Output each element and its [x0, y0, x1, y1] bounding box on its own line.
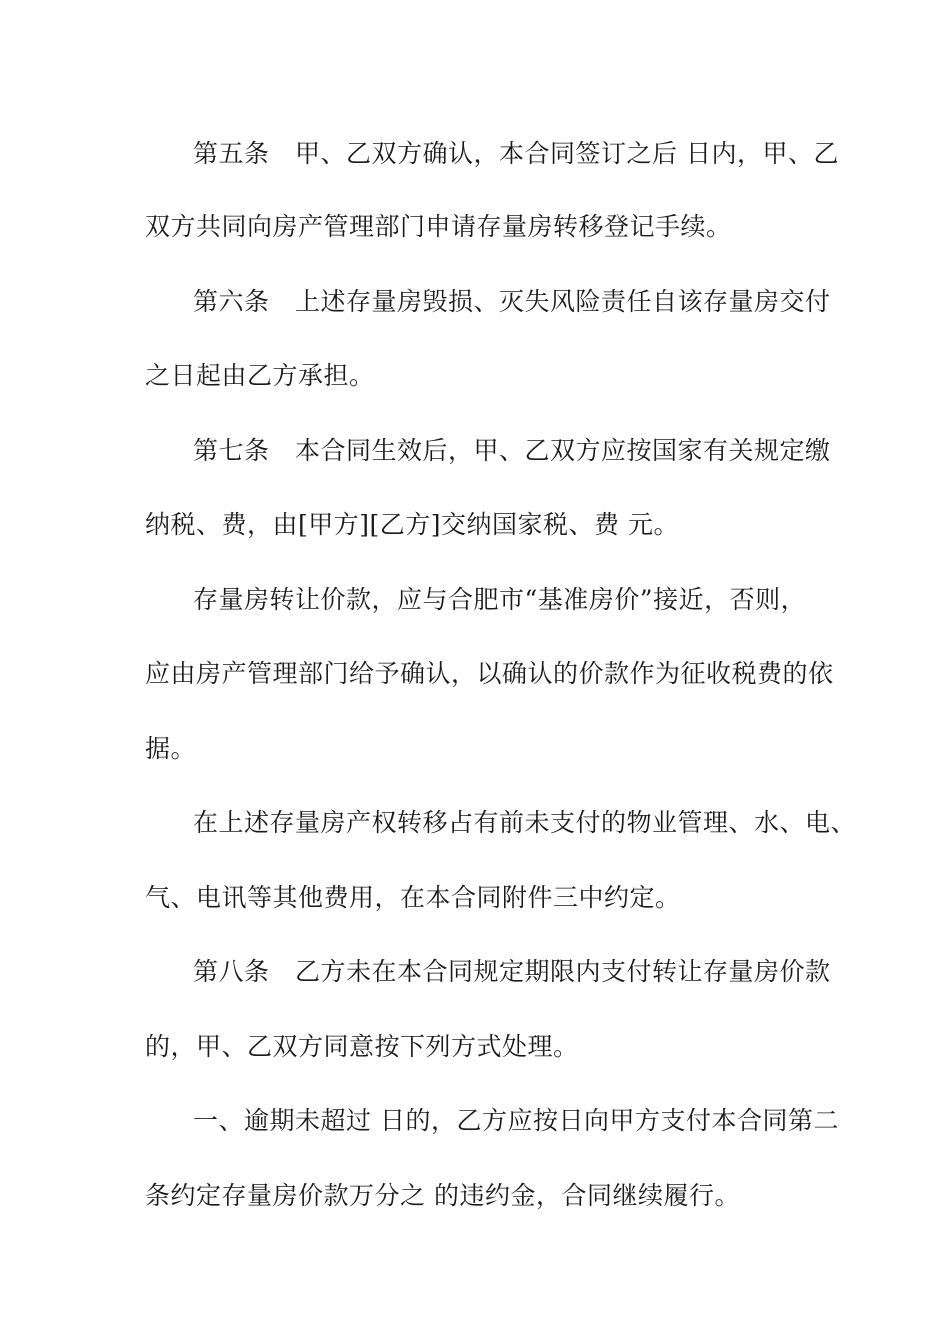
article-6-line-2: 之日起由乙方承担。 — [145, 361, 375, 390]
article-6-line-1: 第六条 上述存量房毁损、灭失风险责任自该存量房交付 — [193, 287, 831, 316]
article-8-line-1: 第八条 乙方未在本合同规定期限内支付转让存量房价款 — [193, 957, 831, 986]
clause-1-line-2: 条约定存量房价款万分之 的违约金，合同继续履行。 — [145, 1181, 740, 1210]
clause-1-line-1: 一、逾期未超过 日的，乙方应按日向甲方支付本合同第二 — [193, 1106, 839, 1135]
article-7-line-1: 第七条 本合同生效后，甲、乙双方应按国家有关规定缴 — [193, 436, 831, 465]
article-7-line-2: 纳税、费，由[甲方][乙方]交纳国家税、费 元。 — [145, 510, 679, 539]
article-5-line-1: 第五条 甲、乙双方确认，本合同签订之后 日内，甲、乙 — [193, 139, 839, 168]
price-paragraph-line-1: 存量房转让价款，应与合肥市“基准房价”接近，否则， — [193, 585, 807, 614]
article-8-line-2: 的，甲、乙双方同意按下列方式处理。 — [145, 1032, 579, 1061]
price-paragraph-line-3: 据。 — [145, 734, 197, 763]
price-paragraph-line-2: 应由房产管理部门给予确认，以确认的价款作为征收税费的依 — [145, 659, 834, 688]
fees-paragraph-line-2: 气、电讯等其他费用，在本合同附件三中约定。 — [145, 883, 681, 912]
article-5-line-2: 双方共同向房产管理部门申请存量房转移登记手续。 — [145, 212, 732, 241]
fees-paragraph-line-1: 在上述存量房产权转移占有前未支付的物业管理、水、电、 — [193, 808, 857, 837]
